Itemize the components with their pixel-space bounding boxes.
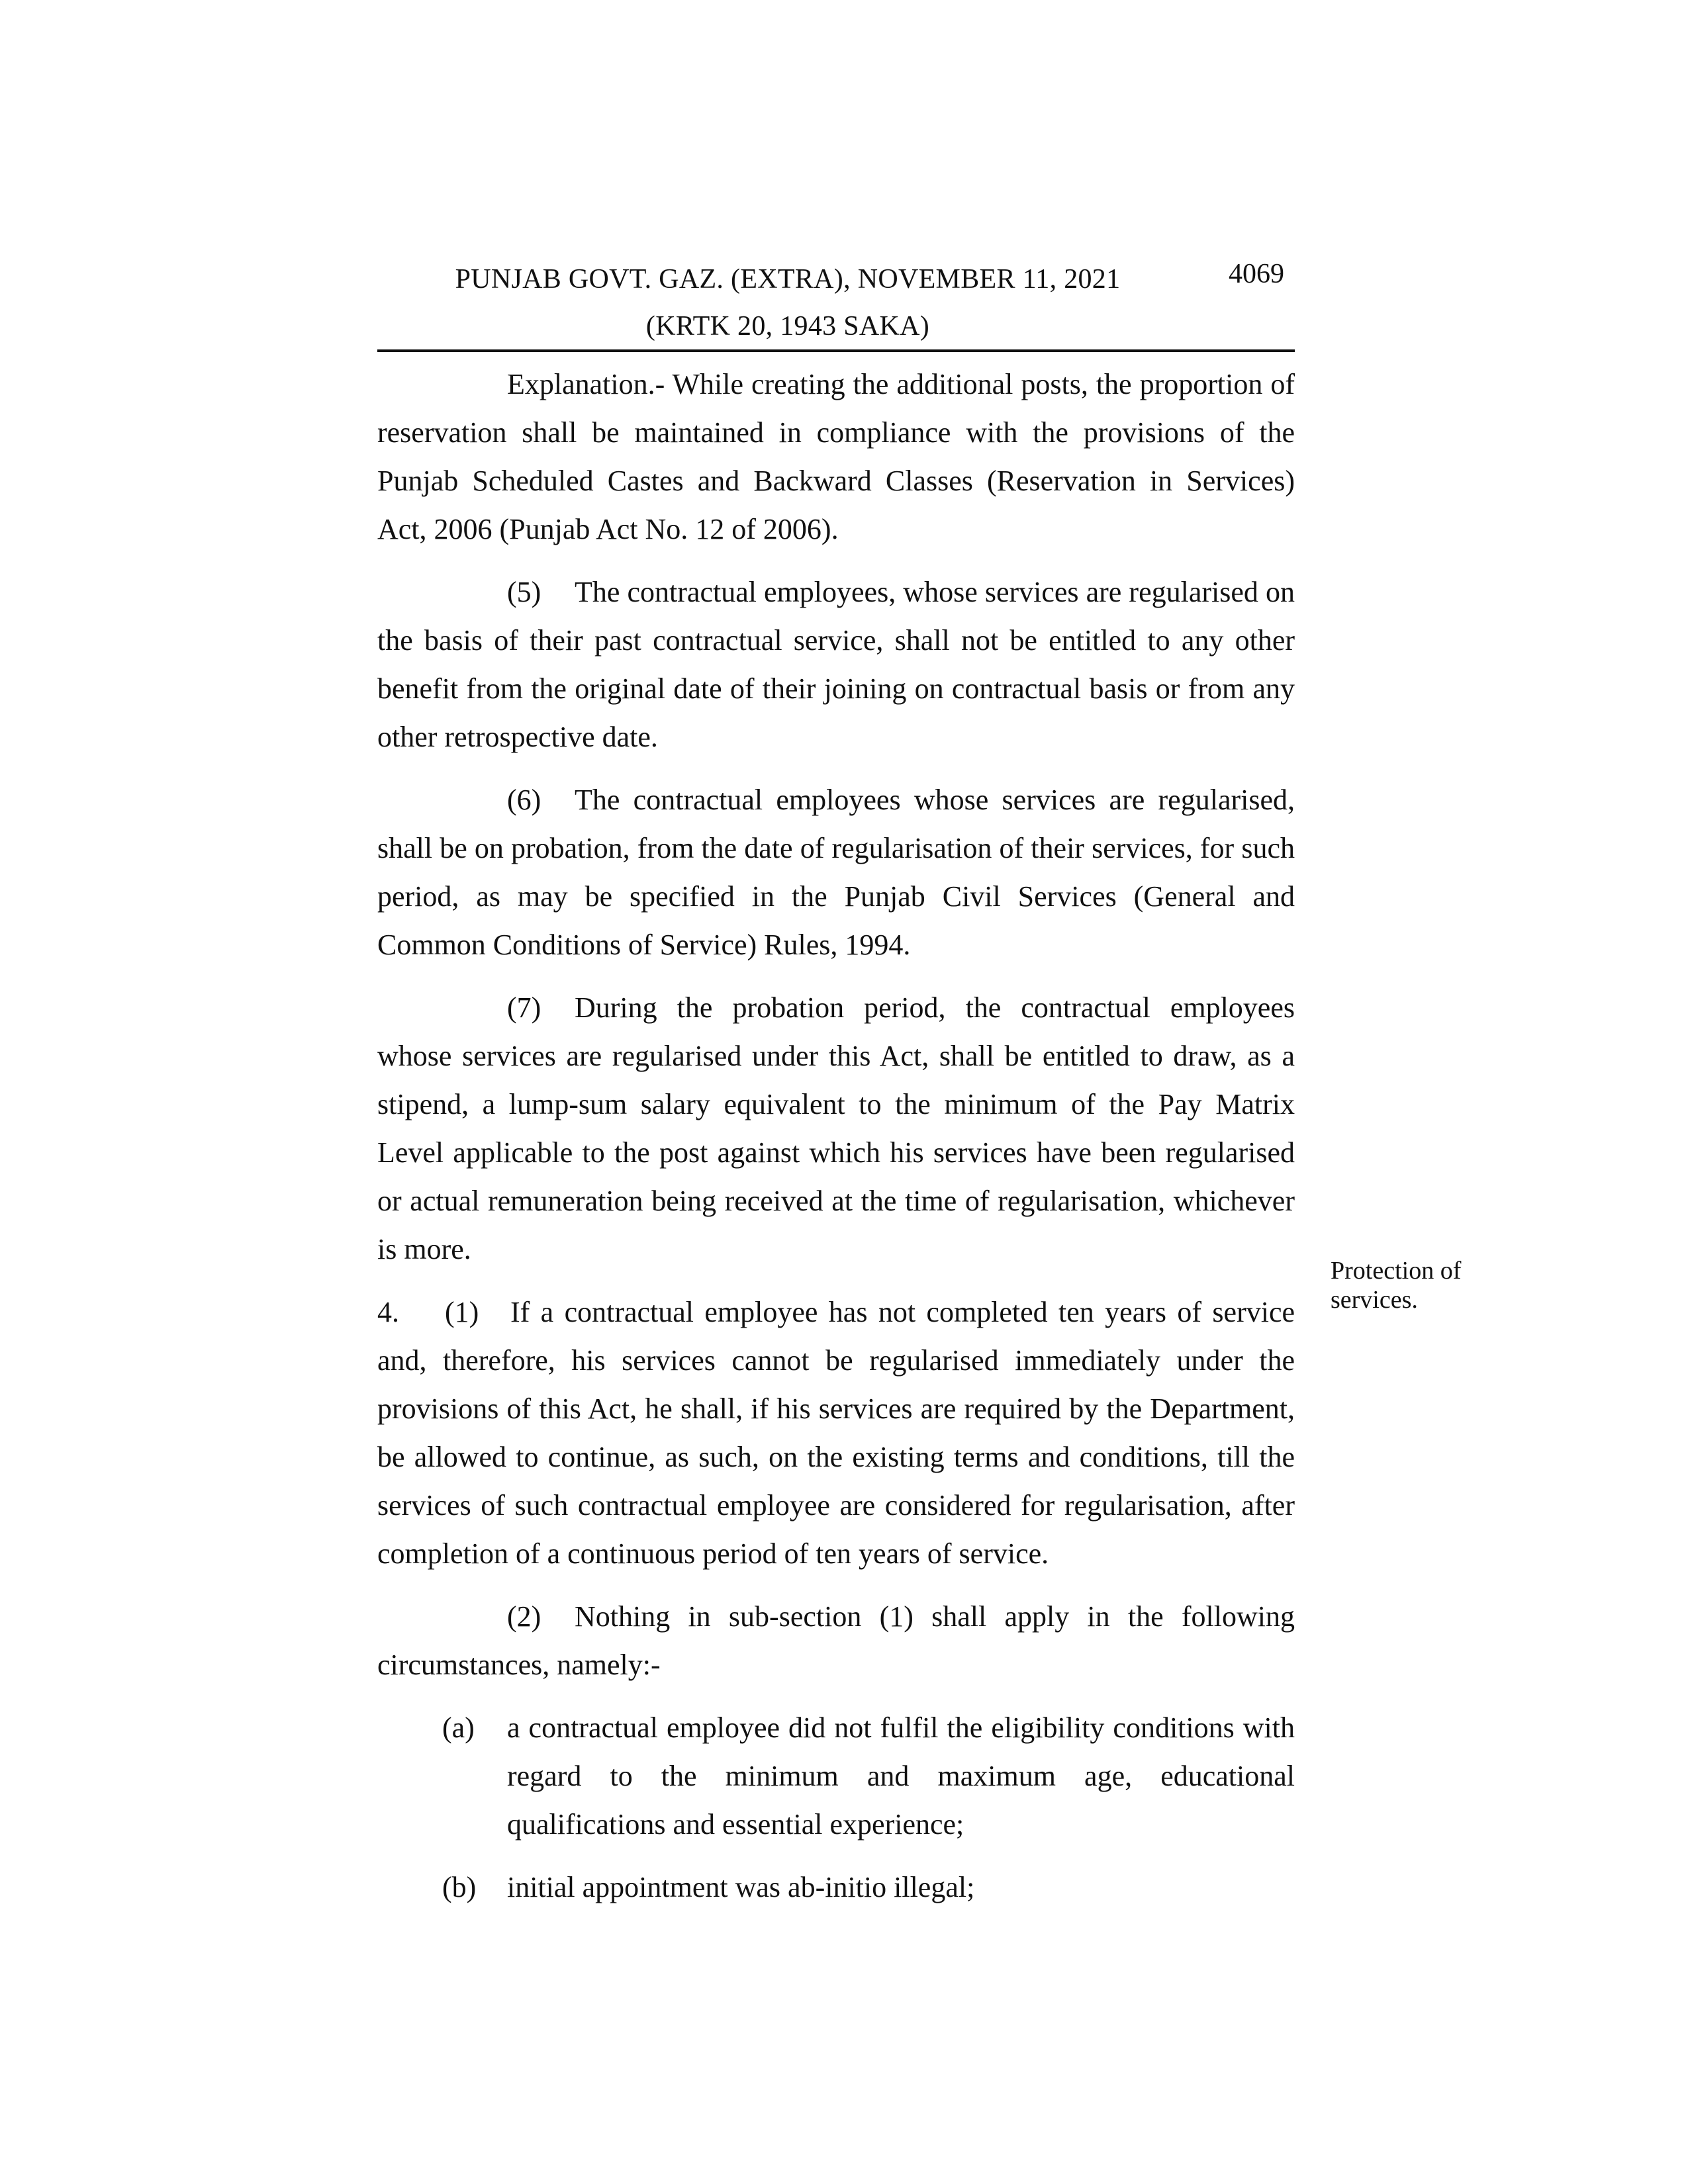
section-4-number: 4. [377, 1296, 399, 1328]
subsection-7 [377, 983, 1295, 1273]
clause-b-text: initial appointment was ab-initio illegal; [507, 1871, 975, 1903]
section-4-subsection-1-text: If a contractual employee has not completed ten years of service and, therefore, his services cannot be regularised immediately under the provisions of this Act, he shall, if his services are required by the Department, be allowed to continue, as such, on the existing terms and conditions, till the services of such contractual employee are considered for regularisation, after completion of a continuous period of ten years of service. [377, 1296, 1295, 1570]
clause-b [377, 1863, 1295, 1911]
subsection-7-text: During the probation period, the contractual employees whose services are regularised under this Act, shall be entitled to draw, as a stipend, a lump-sum salary equivalent to the minimum of the Pay Matrix Level applicable to the post against which his services have been regularised or actual remuneration being received at the time of regularisation, whichever is more. [377, 991, 1295, 1265]
explanation-paragraph [377, 360, 1295, 553]
gazette-header-date: (KRTK 20, 1943 SAKA) [645, 311, 930, 341]
subsection-5-text: The contractual employees, whose services are regularised on the basis of their past contractual service, shall not be entitled to any other benefit from the original date of their joining on contractual basis or from any other retrospective date. [377, 576, 1295, 753]
subsection-5-number: (5) [507, 576, 541, 608]
section-4-subsection-1-number: (1) [445, 1296, 479, 1328]
clause-b-number: (b) [442, 1871, 477, 1903]
marginal-note-line-1: Protection of [1331, 1257, 1462, 1285]
marginal-note-line-2: services. [1331, 1286, 1418, 1314]
section-4-subsection-2-number: (2) [507, 1600, 541, 1633]
marginal-note [1331, 1256, 1503, 1314]
section-4-subsection-2-text: Nothing in sub-section (1) shall apply in the following circumstances, namely:- [377, 1600, 1295, 1681]
document-body [377, 360, 1295, 1926]
subsection-5 [377, 568, 1295, 761]
subsection-6-text: The contractual employees whose services are regularised, shall be on probation, from the date of regularisation of their services, for such period, as may be specified in the Punjab Civil Services (General and Common Conditions of Service) Rules, 1994. [377, 784, 1295, 961]
subsection-6-number: (6) [507, 784, 541, 816]
explanation-text: Explanation.- While creating the additional posts, the proportion of reservation shall be maintained in compliance with the provisions of the Punjab Scheduled Castes and Backward Classes (Reservation in Services) Act, 2006 (Punjab Act No. 12 of 2006). [377, 368, 1295, 545]
page-number: 4069 [1229, 259, 1284, 289]
clause-a-number: (a) [442, 1711, 475, 1744]
clause-a-text: a contractual employee did not fulfil the eligibility conditions with regard to the minimum and maximum age, educational qualifications and essential experience; [507, 1711, 1295, 1841]
gazette-header-title: PUNJAB GOVT. GAZ. (EXTRA), NOVEMBER 11, 2021 [455, 264, 1121, 295]
clause-a [377, 1704, 1295, 1848]
subsection-6 [377, 776, 1295, 969]
subsection-7-number: (7) [507, 991, 541, 1024]
section-4-subsection-1 [377, 1288, 1295, 1578]
section-4-subsection-2 [377, 1592, 1295, 1689]
header-rule [377, 349, 1295, 352]
